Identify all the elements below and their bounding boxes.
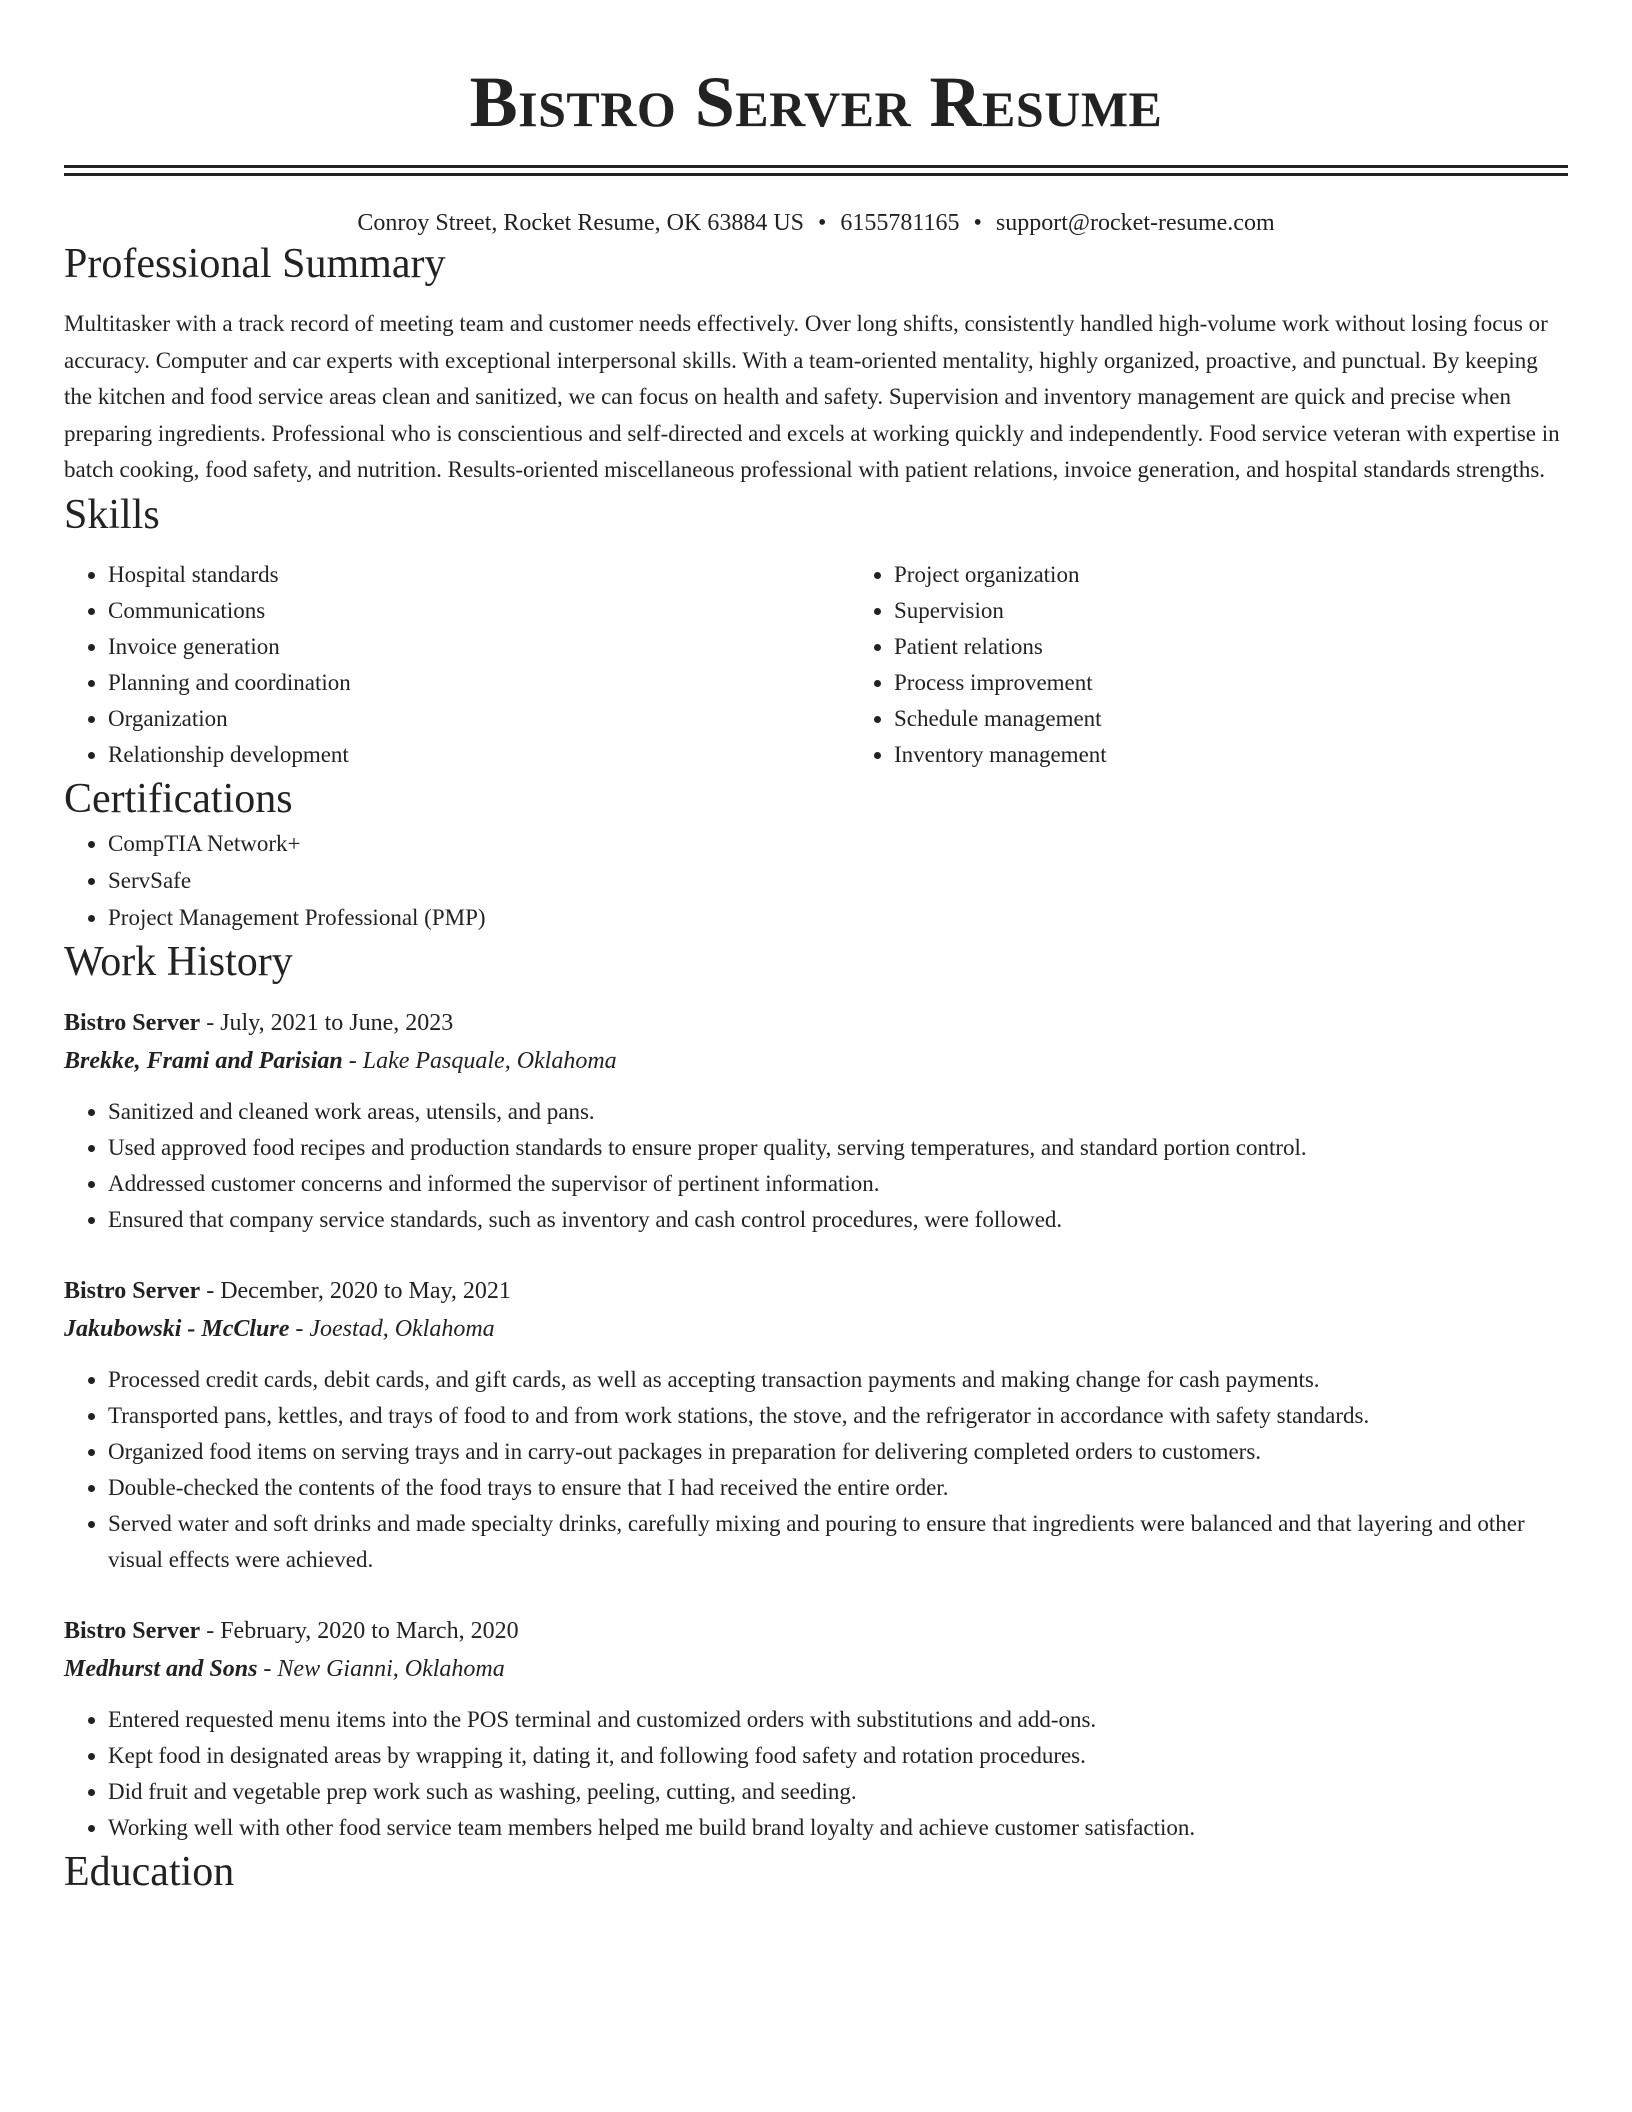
job-entry bbox=[64, 1004, 1568, 1238]
summary-heading: Professional Summary bbox=[64, 241, 446, 287]
contact-separator: • bbox=[818, 210, 827, 236]
list-item: • Inventory management bbox=[894, 737, 1632, 773]
list-item: • Process improvement bbox=[894, 665, 1632, 701]
job-company: Brekke, Frami and Parisian bbox=[64, 1047, 343, 1074]
job-duties-list bbox=[64, 1702, 1568, 1846]
job-company: Jakubowski - McClure bbox=[64, 1315, 290, 1342]
job-location: New Gianni, Oklahoma bbox=[277, 1655, 505, 1682]
list-item: • Project organization bbox=[894, 557, 1632, 593]
job-title: Bistro Server bbox=[64, 1009, 201, 1036]
skills-list-right bbox=[850, 557, 1632, 773]
contact-email: support@rocket-resume.com bbox=[995, 210, 1275, 236]
list-item: • Schedule management bbox=[894, 701, 1632, 737]
work-history-heading: Work History bbox=[64, 938, 293, 985]
list-item: • Relationship development bbox=[108, 737, 850, 773]
resume-title: Bistro Server Resume bbox=[469, 62, 1163, 142]
list-item: • Organization bbox=[108, 701, 850, 737]
certifications-list bbox=[64, 825, 1568, 936]
job-title-line: Bistro Server - July, 2021 to June, 2023 bbox=[64, 1009, 454, 1036]
list-item: • Processed credit cards, debit cards, and gift cards, as well as accepting transaction payments and making change for cash payments. bbox=[108, 1362, 1568, 1398]
certifications-heading: Certifications bbox=[64, 775, 293, 822]
job-title: Bistro Server bbox=[64, 1617, 201, 1644]
job-company-line: Brekke, Frami and Parisian - Lake Pasquale, Oklahoma bbox=[64, 1047, 617, 1074]
education-heading: Education bbox=[64, 1848, 235, 1895]
job-duties-list bbox=[64, 1094, 1568, 1238]
skills-heading: Skills bbox=[64, 491, 160, 538]
job-company: Medhurst and Sons bbox=[64, 1655, 258, 1682]
list-item: • Planning and coordination bbox=[108, 665, 850, 701]
list-item: • Project Management Professional (PMP) bbox=[108, 899, 1568, 936]
job-company-line: Jakubowski - McClure - Joestad, Oklahoma bbox=[64, 1315, 495, 1342]
job-title-line: Bistro Server - February, 2020 to March, 2020 bbox=[64, 1617, 519, 1644]
list-item: • Double-checked the contents of the food trays to ensure that I had received the entire order. bbox=[108, 1470, 1568, 1506]
resume-page bbox=[64, 0, 1568, 1898]
title-double-rule bbox=[64, 165, 1568, 176]
list-item: • Transported pans, kettles, and trays of food to and from work stations, the stove, and the refrigerator in accordance with safety standards. bbox=[108, 1398, 1568, 1434]
job-location: Joestad, Oklahoma bbox=[309, 1315, 495, 1342]
list-item: • Ensured that company service standards, such as inventory and cash control procedures, were followed. bbox=[108, 1202, 1568, 1238]
list-item: • ServSafe bbox=[108, 862, 1568, 899]
list-item: • Organized food items on serving trays and in carry-out packages in preparation for delivering completed orders to customers. bbox=[108, 1434, 1568, 1470]
contact-line bbox=[64, 208, 1568, 238]
list-item: • CompTIA Network+ bbox=[108, 825, 1568, 862]
skills-list-left bbox=[64, 557, 850, 773]
list-item: • Entered requested menu items into the POS terminal and customized orders with substitutions and add-ons. bbox=[108, 1702, 1568, 1738]
job-duties-list bbox=[64, 1362, 1568, 1578]
skills-columns bbox=[64, 557, 1568, 773]
list-item: • Did fruit and vegetable prep work such as washing, peeling, cutting, and seeding. bbox=[108, 1774, 1568, 1810]
job-dates: July, 2021 to June, 2023 bbox=[220, 1009, 454, 1036]
job-company-line: Medhurst and Sons - New Gianni, Oklahoma bbox=[64, 1655, 505, 1682]
job-location: Lake Pasquale, Oklahoma bbox=[362, 1047, 617, 1074]
list-item: • Used approved food recipes and production standards to ensure proper quality, serving temperatures, and standard portion control. bbox=[108, 1130, 1568, 1166]
job-dates: February, 2020 to March, 2020 bbox=[220, 1617, 519, 1644]
contact-phone: 6155781165 bbox=[840, 210, 960, 236]
list-item: • Patient relations bbox=[894, 629, 1632, 665]
job-entry bbox=[64, 1272, 1568, 1578]
list-item: • Kept food in designated areas by wrapping it, dating it, and following food safety and rotation procedures. bbox=[108, 1738, 1568, 1774]
job-title: Bistro Server bbox=[64, 1277, 201, 1304]
list-item: • Hospital standards bbox=[108, 557, 850, 593]
list-item: • Working well with other food service team members helped me build brand loyalty and achieve customer satisfaction. bbox=[108, 1810, 1568, 1846]
list-item: • Communications bbox=[108, 593, 850, 629]
job-dates: December, 2020 to May, 2021 bbox=[220, 1277, 511, 1304]
list-item: • Served water and soft drinks and made specialty drinks, carefully mixing and pouring to ensure that ingredients were balanced and that layering and other visual effects were achieved. bbox=[108, 1506, 1568, 1578]
job-entry bbox=[64, 1612, 1568, 1846]
list-item: • Invoice generation bbox=[108, 629, 850, 665]
summary-text: Multitasker with a track record of meeting team and customer needs effectively. Over long shifts, consistently handled high-volume work without losing focus or accuracy. Computer and car experts with exceptional interpersonal skills. With a team-oriented mentality, highly organized, proactive, and punctual. By keeping the kitchen and food service areas clean and sanitized, we can focus on health and safety. Supervision and inventory management are quick and precise when preparing ingredients. Professional who is conscientious and self-directed and excels at working quickly and independently. Food service veteran with expertise in batch cooking, food safety, and nutrition. Results-oriented miscellaneous professional with patient relations, invoice generation, and hospital standards strengths. bbox=[64, 311, 1560, 482]
contact-separator: • bbox=[973, 210, 982, 236]
list-item: • Sanitized and cleaned work areas, utensils, and pans. bbox=[108, 1094, 1568, 1130]
list-item: • Supervision bbox=[894, 593, 1632, 629]
list-item: • Addressed customer concerns and informed the supervisor of pertinent information. bbox=[108, 1166, 1568, 1202]
contact-address: Conroy Street, Rocket Resume, OK 63884 US bbox=[357, 210, 804, 236]
job-title-line: Bistro Server - December, 2020 to May, 2021 bbox=[64, 1277, 511, 1304]
